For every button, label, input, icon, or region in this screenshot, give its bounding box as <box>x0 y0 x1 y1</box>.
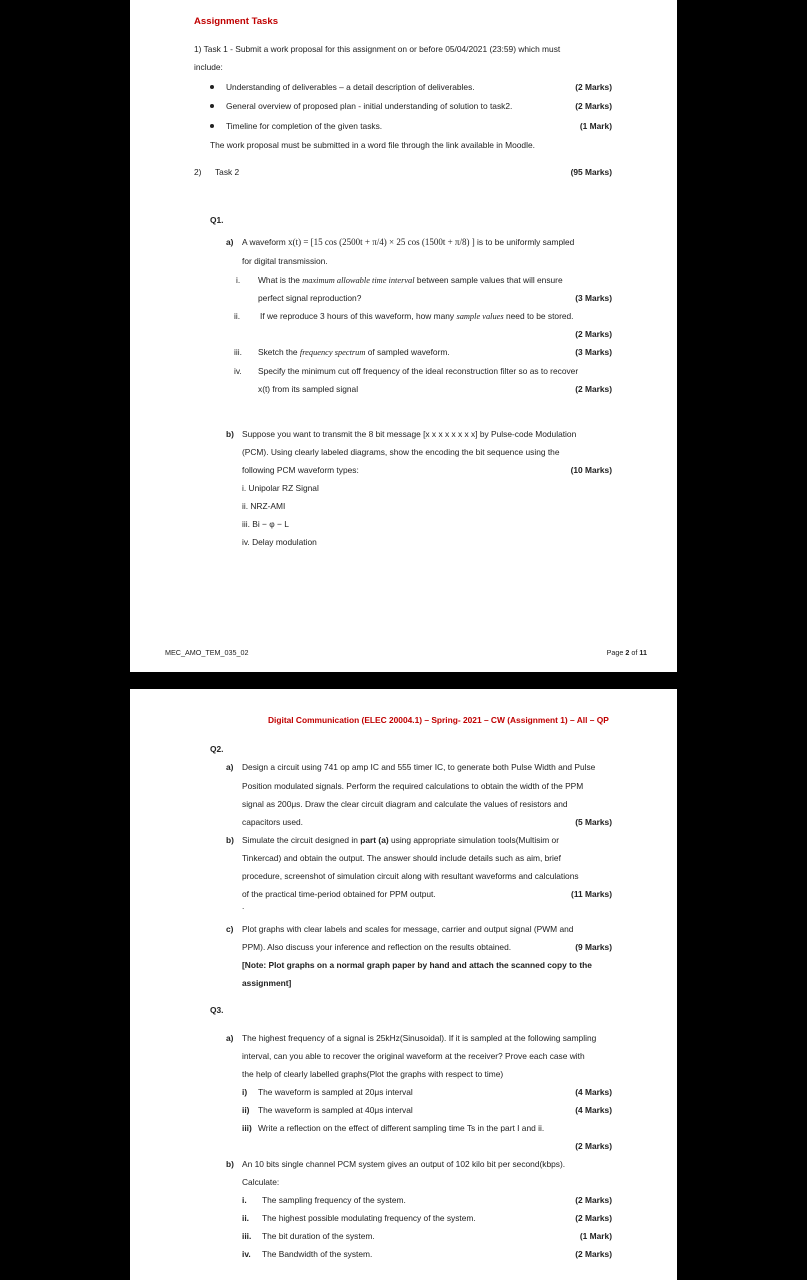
item-marks: (3 Marks) <box>575 347 612 357</box>
text-run: need to be stored. <box>503 311 574 321</box>
q2b-line: of the practical time-period obtained for PPM output. <box>242 889 436 899</box>
item-marks: (2 Marks) <box>575 1141 612 1151</box>
q2a-label: a) <box>226 762 234 772</box>
text-run: Specify the minimum cut off frequency of the ideal reconstruction filter so as to recover <box>258 366 579 376</box>
text-run: using appropriate simulation tools(Multisim or <box>388 835 560 845</box>
bullet-dot <box>210 85 214 89</box>
q3b-label: b) <box>226 1159 234 1169</box>
q1b-line: Suppose you want to transmit the 8 bit message [x x x x x x x x] by Pulse-code Modulation <box>242 429 577 439</box>
q1a-item-text <box>258 347 450 358</box>
pcm-type-item: iii. Bi − φ − L <box>242 519 289 529</box>
item-number: ii. <box>234 311 241 321</box>
q1a-item-text <box>260 311 574 322</box>
bullet-text: Timeline for completion of the given tasks. <box>226 121 383 131</box>
task2-marks: (95 Marks) <box>570 167 612 177</box>
q1a-item-line-2: x(t) from its sampled signal <box>258 384 359 394</box>
q2c-line: Plot graphs with clear labels and scales for message, carrier and output signal (PWM and <box>242 924 574 934</box>
stray-dot: . <box>242 901 245 911</box>
footer-page-number <box>607 648 647 657</box>
q1b-line: (PCM). Using clearly labeled diagrams, show the encoding the bit sequence using the <box>242 447 560 457</box>
q1a-prefix: A waveform <box>242 237 286 247</box>
bullet-dot <box>210 124 214 128</box>
task2-label: Task 2 <box>215 167 240 177</box>
q3b-item-text: The sampling frequency of the system. <box>262 1195 406 1205</box>
pcm-type-item: ii. NRZ-AMI <box>242 501 286 511</box>
footer-doc-code: MEC_AMO_TEM_035_02 <box>165 648 249 657</box>
q2c-note: [Note: Plot graphs on a normal graph paper by hand and attach the scanned copy to the <box>242 960 592 970</box>
emphasis: frequency spectrum <box>299 348 366 357</box>
bullet-dot <box>210 104 214 108</box>
q3b-item-text: The Bandwidth of the system. <box>262 1249 373 1259</box>
item-number: iv. <box>234 366 242 376</box>
item-number: iii. <box>242 1231 252 1241</box>
assignment-tasks-heading: Assignment Tasks <box>194 16 279 27</box>
bullet-marks: (2 Marks) <box>575 101 612 111</box>
q3b-item-text: The bit duration of the system. <box>262 1231 375 1241</box>
bold-run: part (a) <box>360 835 389 845</box>
q1b-line: following PCM waveform types: <box>242 465 359 475</box>
q2c-label: c) <box>226 924 234 934</box>
q3b-item-text: The highest possible modulating frequency of the system. <box>262 1213 476 1223</box>
text-run: Sketch the <box>258 347 300 357</box>
item-marks: (4 Marks) <box>575 1087 612 1097</box>
q2c-line: PPM). Also discuss your inference and reflection on the results obtained. <box>242 942 512 952</box>
bullet-marks: (1 Mark) <box>579 121 612 131</box>
pcm-type-item: iv. Delay modulation <box>242 537 317 547</box>
task1-line-1: 1) Task 1 - Submit a work proposal for this assignment on or before 05/04/2021 (23:59) which must <box>194 44 561 54</box>
document-page-3 <box>130 689 677 1280</box>
item-marks: (2 Marks) <box>575 1249 612 1259</box>
q2b-line: Tinkercad) and obtain the output. The answer should include details such as aim, brief <box>242 853 561 863</box>
q2a-line: capacitors used. <box>242 817 303 827</box>
item-number: ii) <box>242 1105 250 1115</box>
item-marks: (1 Mark) <box>579 1231 612 1241</box>
q3a-line: the help of clearly labelled graphs(Plot the graphs with respect to time) <box>242 1069 504 1079</box>
q3-label: Q3. <box>210 1005 224 1015</box>
item-number: iii. <box>234 347 242 357</box>
q3a-line: interval, can you able to recover the original waveform at the receiver? Prove each case with <box>242 1051 585 1061</box>
q1a-item-text <box>258 366 578 377</box>
item-number: iv. <box>242 1249 251 1259</box>
item-number: i. <box>236 275 241 285</box>
item-marks: (2 Marks) <box>575 1195 612 1205</box>
q1b-marks: (10 Marks) <box>570 465 612 475</box>
q1a-item-line-2: perfect signal reproduction? <box>258 293 362 303</box>
task1-line-2: include: <box>194 62 223 72</box>
q2b-label: b) <box>226 835 234 845</box>
task2-number: 2) <box>194 167 202 177</box>
item-marks: (2 Marks) <box>575 384 612 394</box>
text-run: Simulate the circuit designed in <box>242 835 361 845</box>
q2b-marks: (11 Marks) <box>571 889 612 899</box>
text-run: What is the <box>258 275 303 285</box>
submission-note: The work proposal must be submitted in a word file through the link available in Moodle. <box>210 140 535 150</box>
item-marks: (2 Marks) <box>575 1213 612 1223</box>
bullet-marks: (2 Marks) <box>575 82 612 92</box>
q2c-marks: (9 Marks) <box>575 942 612 952</box>
text-run: of <box>629 648 640 657</box>
item-number: ii. <box>242 1213 249 1223</box>
item-number: i. <box>242 1195 247 1205</box>
q2b-line: procedure, screenshot of simulation circuit along with resultant waveforms and calculations <box>242 871 579 881</box>
q1b-label: b) <box>226 429 234 439</box>
pcm-type-item: i. Unipolar RZ Signal <box>242 483 319 493</box>
q2b-line <box>242 835 559 846</box>
q2a-line: Design a circuit using 741 op amp IC and 555 timer IC, to generate both Pulse Width and Pulse <box>242 762 596 772</box>
q2-label: Q2. <box>210 744 224 754</box>
emphasis: maximum allowable time interval <box>302 276 415 285</box>
q2a-marks: (5 Marks) <box>575 817 612 827</box>
text-run: of sampled waveform. <box>365 347 450 357</box>
bullet-text: Understanding of deliverables – a detail description of deliverables. <box>226 82 475 92</box>
q3a-item-text: Write a reflection on the effect of different sampling time Ts in the part I and ii. <box>258 1123 545 1133</box>
q2c-note: assignment] <box>242 978 292 988</box>
q3b-line: An 10 bits single channel PCM system gives an output of 102 kilo bit per second(kbps). <box>242 1159 566 1169</box>
text-run: Page <box>606 648 626 657</box>
q3a-item-text: The waveform is sampled at 20μs interval <box>258 1087 413 1097</box>
q1a-text <box>242 237 574 248</box>
bullet-text: General overview of proposed plan - initial understanding of solution to task2. <box>226 101 513 111</box>
q3a-label: a) <box>226 1033 234 1043</box>
item-number: iii) <box>242 1123 252 1133</box>
text-run: If we reproduce 3 hours of this waveform, how many <box>260 311 457 321</box>
waveform-formula: x(t) = [15 cos (2500t + π/4) × 25 cos (1500t + π/8) ] <box>288 237 475 247</box>
q2a-line: signal as 200μs. Draw the clear circuit diagram and calculate the values of resistors and <box>242 799 568 809</box>
emphasis: sample values <box>456 312 504 321</box>
text-run: between sample values that will ensure <box>414 275 563 285</box>
q2a-line: Position modulated signals. Perform the required calculations to obtain the width of the PPM <box>242 781 584 791</box>
q1-label: Q1. <box>210 215 224 225</box>
page-total: 11 <box>639 648 647 657</box>
item-marks: (4 Marks) <box>575 1105 612 1115</box>
q3a-line: The highest frequency of a signal is 25kHz(Sinusoidal). If it is sampled at the following sampling <box>242 1033 597 1043</box>
q3b-line: Calculate: <box>242 1177 280 1187</box>
q1a-suffix: is to be uniformly sampled <box>477 237 575 247</box>
item-marks: (3 Marks) <box>575 293 612 303</box>
page-number: 2 <box>625 648 630 657</box>
item-marks: (2 Marks) <box>575 329 612 339</box>
document-page-2 <box>130 0 677 672</box>
q1a-line-2: for digital transmission. <box>242 256 328 266</box>
item-number: i) <box>242 1087 248 1097</box>
q1a-label: a) <box>226 237 234 247</box>
q1a-item-text <box>258 275 563 286</box>
course-header: Digital Communication (ELEC 20004.1) – Spring- 2021 – CW (Assignment 1) – All – QP <box>268 715 609 725</box>
q3a-item-text: The waveform is sampled at 40μs interval <box>258 1105 413 1115</box>
